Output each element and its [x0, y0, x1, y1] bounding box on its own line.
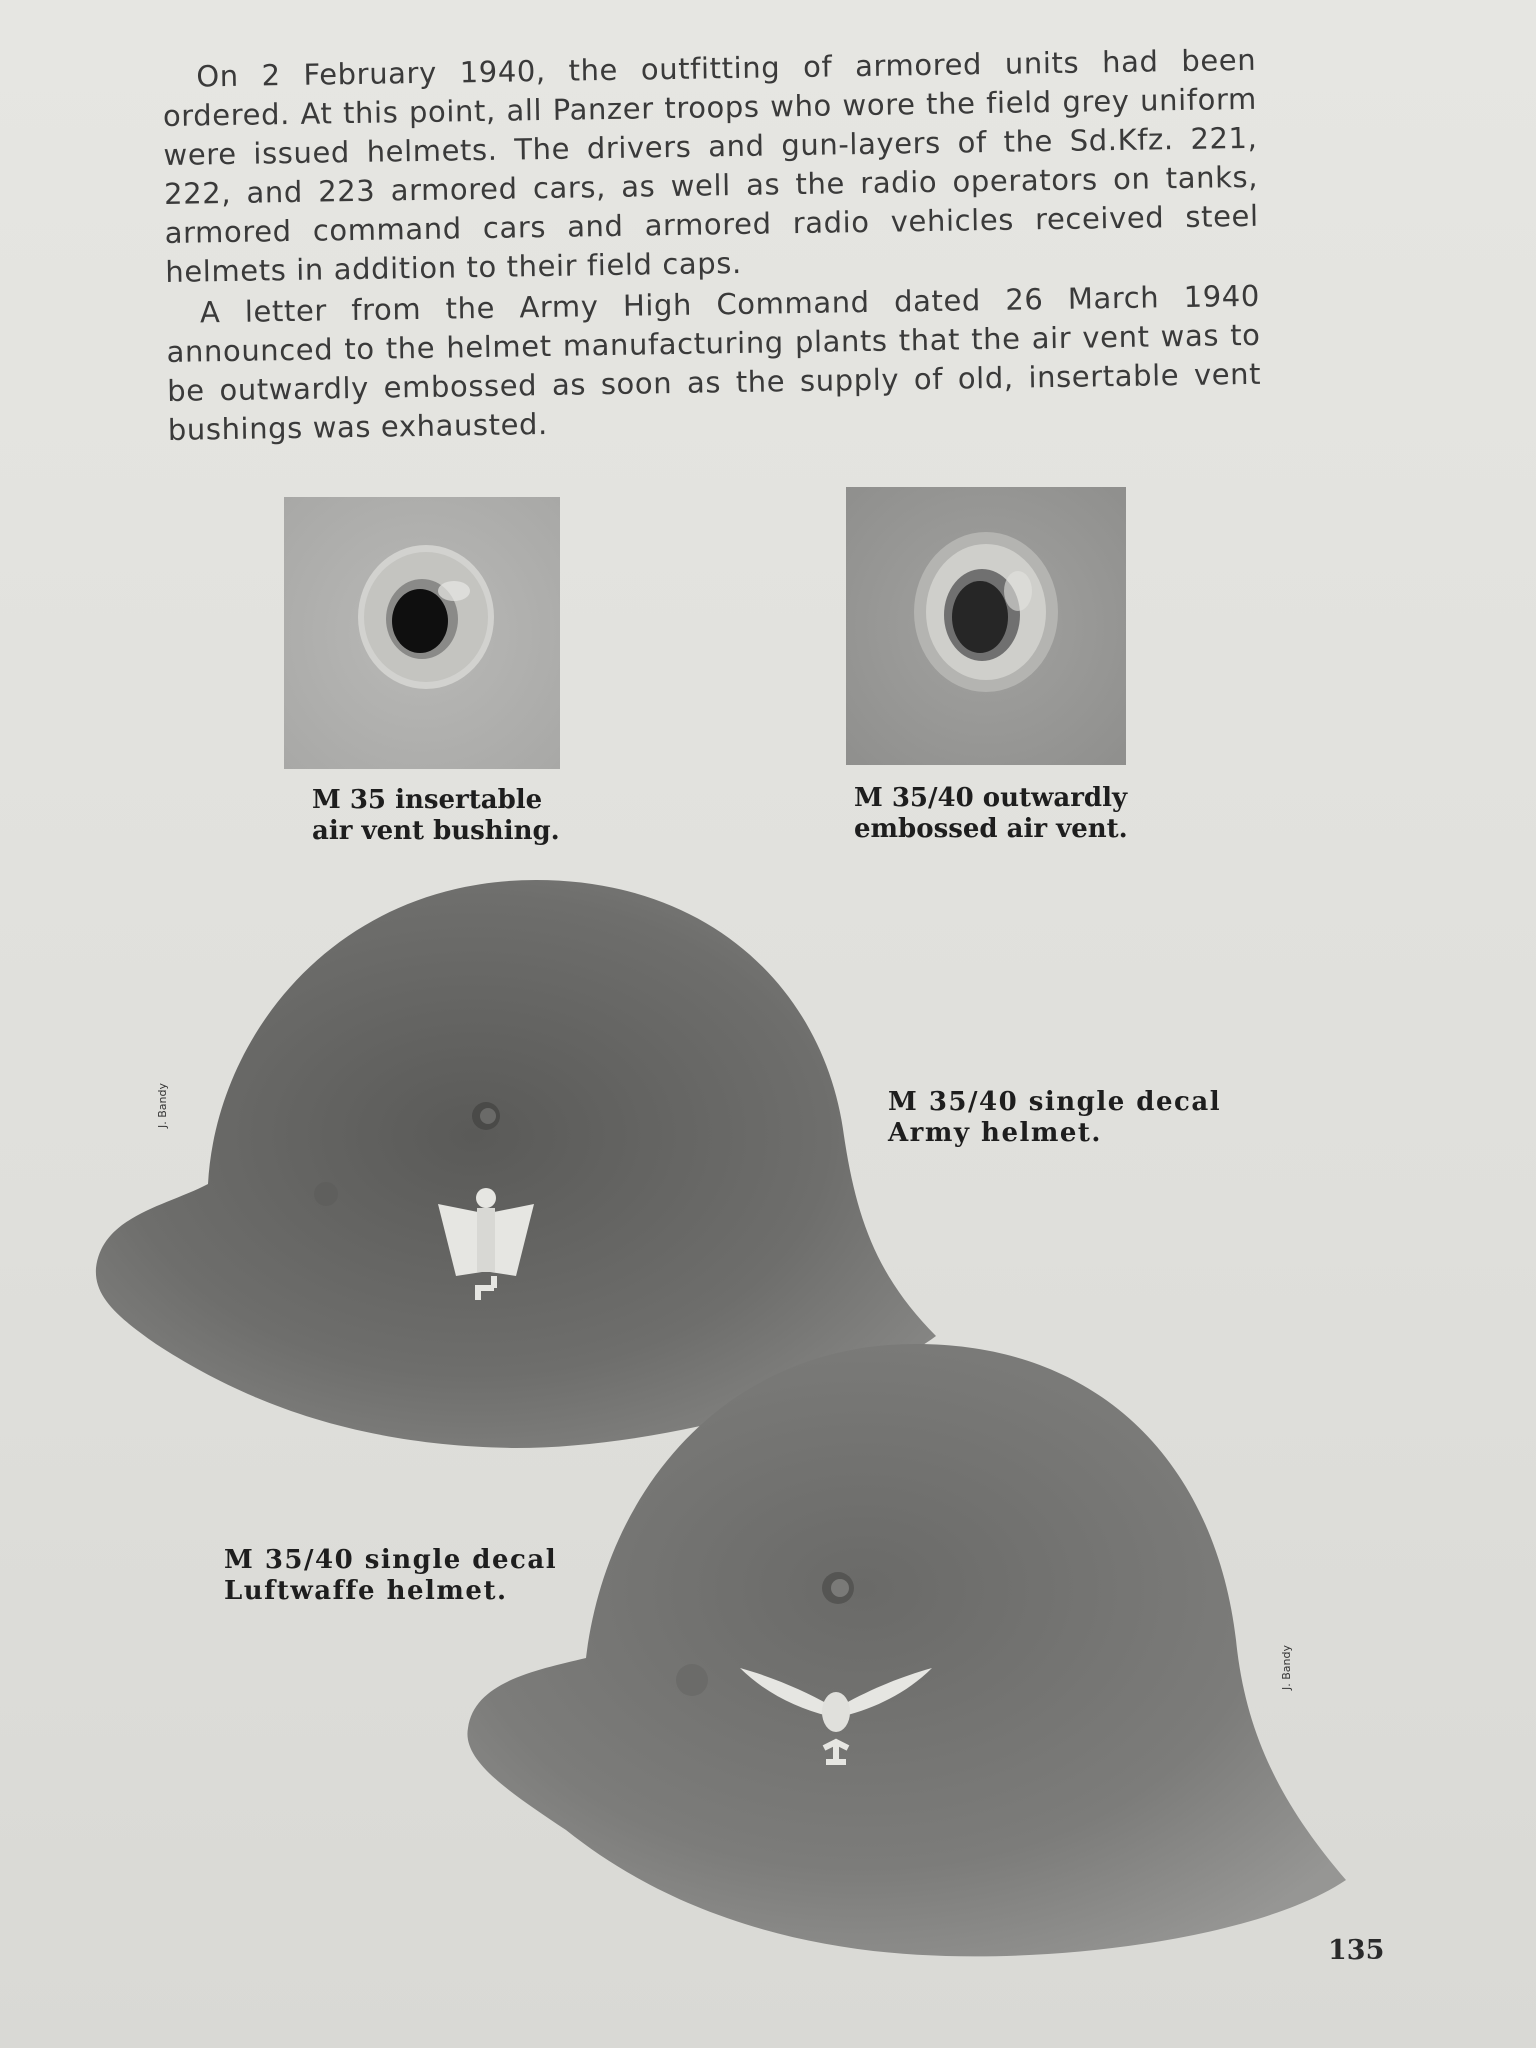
- army-helmet-caption: [888, 1087, 1221, 1149]
- caption-line: embossed air vent.: [854, 814, 1128, 844]
- embossed-vent-photo: [846, 487, 1126, 765]
- caption-line: Army helmet.: [888, 1118, 1102, 1148]
- caption-line: M 35/40 outwardly: [854, 783, 1128, 813]
- vent-bushing-image: [284, 497, 560, 769]
- caption-line: M 35/40 single decal: [888, 1087, 1222, 1117]
- caption-line: air vent bushing.: [312, 816, 560, 846]
- page-number: 135: [1328, 1935, 1385, 1966]
- paragraph-1: On 2 February 1940, the outfitting of armored units had been ordered. At this point, all Panzer troops who wore the field grey uniform were issued helmets. The drivers and gun-layers of the Sd.Kfz. 221, 222, and 223 armored cars, as well as the radio operators on tanks, armored command cars and armored radio vehicles received steel helmets in addition to their field caps.: [162, 42, 1259, 289]
- luftwaffe-helmet-photo: [466, 1340, 1346, 1962]
- rivet-icon: [314, 1182, 338, 1206]
- luftwaffe-helmet-caption: [224, 1545, 557, 1607]
- body-text: [162, 41, 1262, 450]
- photo-credit-right: J. Bandy: [1280, 1645, 1293, 1690]
- paragraph-2: A letter from the Army High Command dated 26 March 1940 announced to the helmet manufacturing plants that the air vent was to be outwardly embossed as soon as the supply of old, insertable vent bushings was exhausted.: [166, 278, 1262, 447]
- rivet-icon: [676, 1664, 708, 1696]
- caption-line: M 35 insertable: [312, 785, 543, 815]
- embossed-vent-image: [846, 487, 1126, 765]
- caption-line: M 35/40 single decal: [224, 1545, 558, 1575]
- vent-bushing-caption: [312, 785, 560, 847]
- photo-credit-left: J. Bandy: [156, 1083, 169, 1128]
- embossed-vent-caption: [854, 783, 1128, 845]
- vent-bushing-photo: [284, 497, 560, 769]
- caption-line: Luftwaffe helmet.: [224, 1576, 508, 1606]
